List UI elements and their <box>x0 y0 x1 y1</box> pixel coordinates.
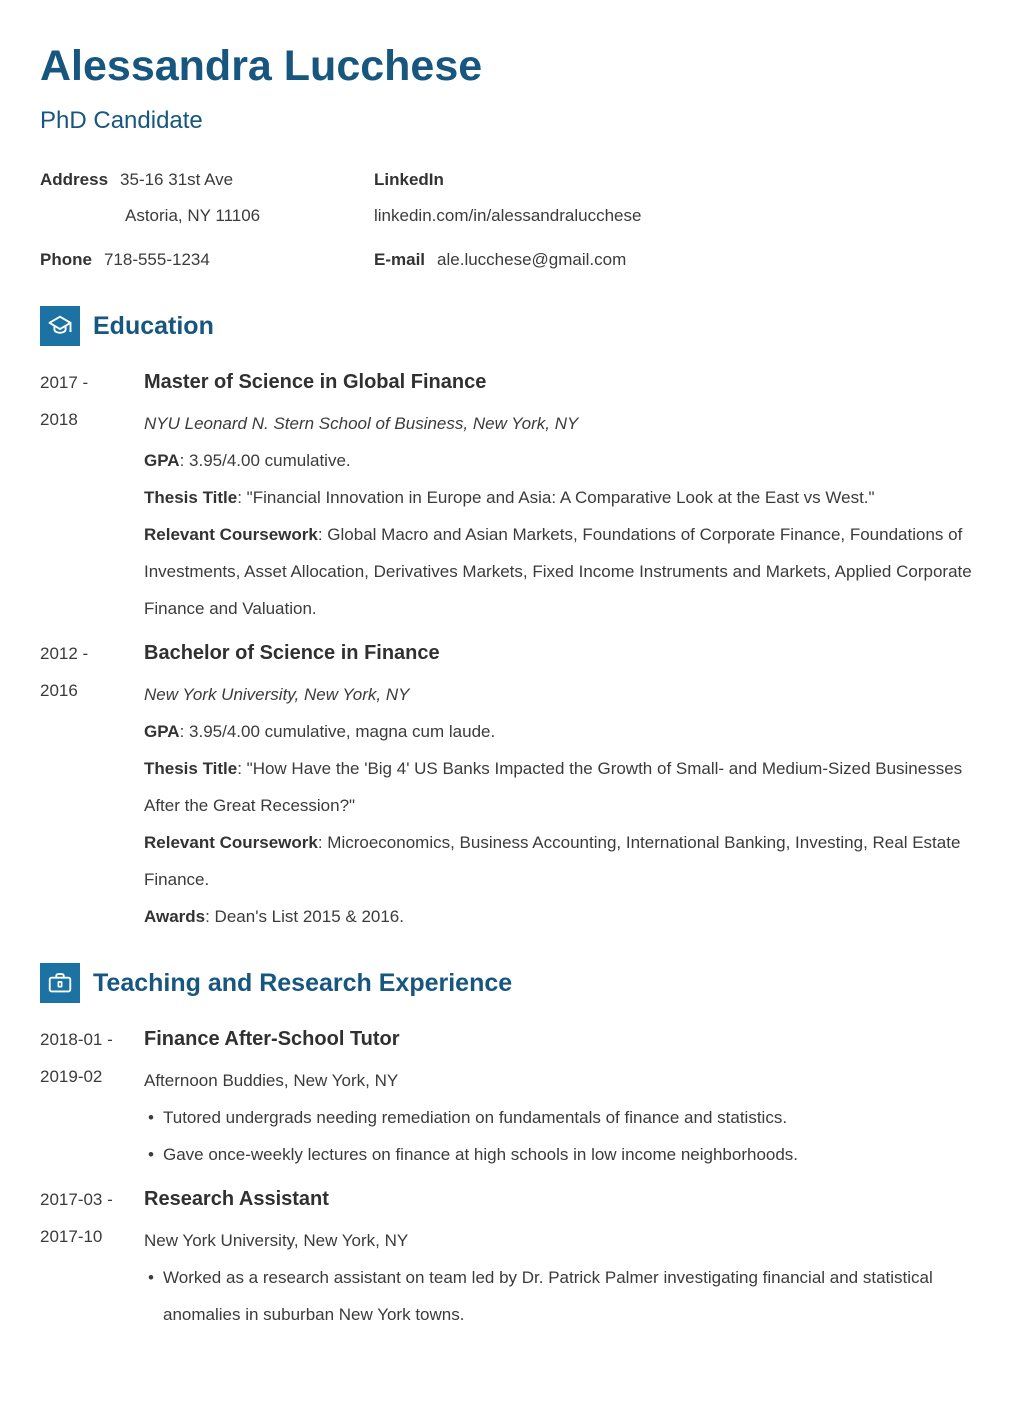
phone-value: 718-555-1234 <box>103 250 210 269</box>
list-item <box>144 1136 975 1173</box>
position-title: Research Assistant <box>144 1188 329 1210</box>
date-start: 2017 - <box>40 373 89 392</box>
detail-awards <box>144 898 975 935</box>
section-experience <box>40 963 975 1333</box>
date-end: 2017-10 <box>40 1227 103 1246</box>
detail-label: Thesis Title <box>144 488 238 507</box>
linkedin-url-row <box>374 198 975 234</box>
email-row <box>374 242 975 278</box>
detail-label: Thesis Title <box>144 759 238 778</box>
detail-text: : Microeconomics, Business Accounting, International Banking, Investing, Real Estate Finance. <box>144 833 961 889</box>
detail-label: Relevant Coursework <box>144 833 318 852</box>
entry-dates <box>40 1181 144 1333</box>
bullet-list <box>144 1259 975 1333</box>
experience-entry-1 <box>40 1021 975 1173</box>
detail-text: : Dean's List 2015 & 2016. <box>205 907 404 926</box>
date-end: 2016 <box>40 681 78 700</box>
bullet-list <box>144 1099 975 1173</box>
entry-body <box>144 1021 975 1173</box>
detail-text: : "How Have the 'Big 4' US Banks Impacted the Growth of Small- and Medium-Sized Businesses After the Great Recession?" <box>144 759 963 815</box>
experience-entry-2 <box>40 1181 975 1333</box>
detail-gpa <box>144 713 975 750</box>
detail-label: Awards <box>144 907 206 926</box>
detail-label: Relevant Coursework <box>144 525 318 544</box>
linkedin-label: LinkedIn <box>374 170 444 189</box>
bullet-marker: • <box>148 1108 154 1127</box>
date-start: 2017-03 - <box>40 1190 113 1209</box>
education-entry-1 <box>40 364 975 627</box>
detail-coursework <box>144 824 975 898</box>
graduation-cap-icon <box>40 306 80 346</box>
detail-coursework <box>144 516 975 627</box>
email-label: E-mail <box>374 250 426 269</box>
degree-title: Master of Science in Global Finance <box>144 371 487 393</box>
detail-thesis <box>144 750 975 824</box>
contact-right-column <box>374 162 975 278</box>
detail-label: GPA <box>144 451 180 470</box>
experience-section-header <box>40 963 975 1003</box>
linkedin-label-row <box>374 162 975 198</box>
entry-dates <box>40 635 144 935</box>
candidate-name: Alessandra Lucchese <box>40 42 483 90</box>
bullet-text: Worked as a research assistant on team led by Dr. Patrick Palmer investigating financial and statistical anomalies in suburban New York towns. <box>163 1268 933 1324</box>
list-item <box>144 1099 975 1136</box>
entry-body <box>144 1181 975 1333</box>
address-row-2 <box>40 198 374 234</box>
bullet-marker: • <box>148 1268 154 1287</box>
briefcase-icon <box>40 963 80 1003</box>
detail-label: GPA <box>144 722 180 741</box>
bullet-text: Tutored undergrads needing remediation on fundamentals of finance and statistics. <box>163 1108 788 1127</box>
contact-block <box>40 162 975 278</box>
education-section-title: Education <box>93 311 214 340</box>
address-line1: 35-16 31st Ave <box>120 170 234 189</box>
entry-dates <box>40 364 144 627</box>
bullet-marker: • <box>148 1145 154 1164</box>
address-line2: Astoria, NY 11106 <box>125 206 261 225</box>
experience-entries <box>40 1021 975 1333</box>
detail-gpa <box>144 442 975 479</box>
detail-thesis <box>144 479 975 516</box>
employer: Afternoon Buddies, New York, NY <box>144 1071 399 1090</box>
detail-text: : Global Macro and Asian Markets, Foundations of Corporate Finance, Foundations of Investments, Asset Allocation, Derivatives Markets, Fixed Income Instruments and Markets, Applied Corporate Finance and Valuation. <box>144 525 972 618</box>
employer: New York University, New York, NY <box>144 1231 409 1250</box>
list-item <box>144 1259 975 1333</box>
entry-body <box>144 635 975 935</box>
candidate-job-title: PhD Candidate <box>40 107 203 134</box>
phone-label: Phone <box>40 250 92 269</box>
date-end: 2019-02 <box>40 1067 103 1086</box>
section-education <box>40 306 975 935</box>
email-value: ale.lucchese@gmail.com <box>437 250 627 269</box>
address-row <box>40 162 374 198</box>
education-section-header <box>40 306 975 346</box>
education-entries <box>40 364 975 935</box>
degree-title: Bachelor of Science in Finance <box>144 642 440 664</box>
date-end: 2018 <box>40 410 78 429</box>
phone-row <box>40 242 374 278</box>
education-entry-2 <box>40 635 975 935</box>
detail-text: : 3.95/4.00 cumulative, magna cum laude. <box>179 722 496 741</box>
experience-section-title: Teaching and Research Experience <box>93 968 513 997</box>
contact-left-column <box>40 162 374 278</box>
entry-body <box>144 364 975 627</box>
position-title: Finance After-School Tutor <box>144 1028 400 1050</box>
detail-text: : "Financial Innovation in Europe and Asia: A Comparative Look at the East vs West." <box>237 488 875 507</box>
date-start: 2012 - <box>40 644 89 663</box>
detail-text: : 3.95/4.00 cumulative. <box>179 451 351 470</box>
institution: New York University, New York, NY <box>144 685 410 704</box>
bullet-text: Gave once-weekly lectures on finance at high schools in low income neighborhoods. <box>163 1145 799 1164</box>
entry-dates <box>40 1021 144 1173</box>
address-label: Address <box>40 170 109 189</box>
date-start: 2018-01 - <box>40 1030 113 1049</box>
linkedin-url: linkedin.com/in/alessandralucchese <box>374 206 642 225</box>
institution: NYU Leonard N. Stern School of Business, New York, NY <box>144 414 579 433</box>
